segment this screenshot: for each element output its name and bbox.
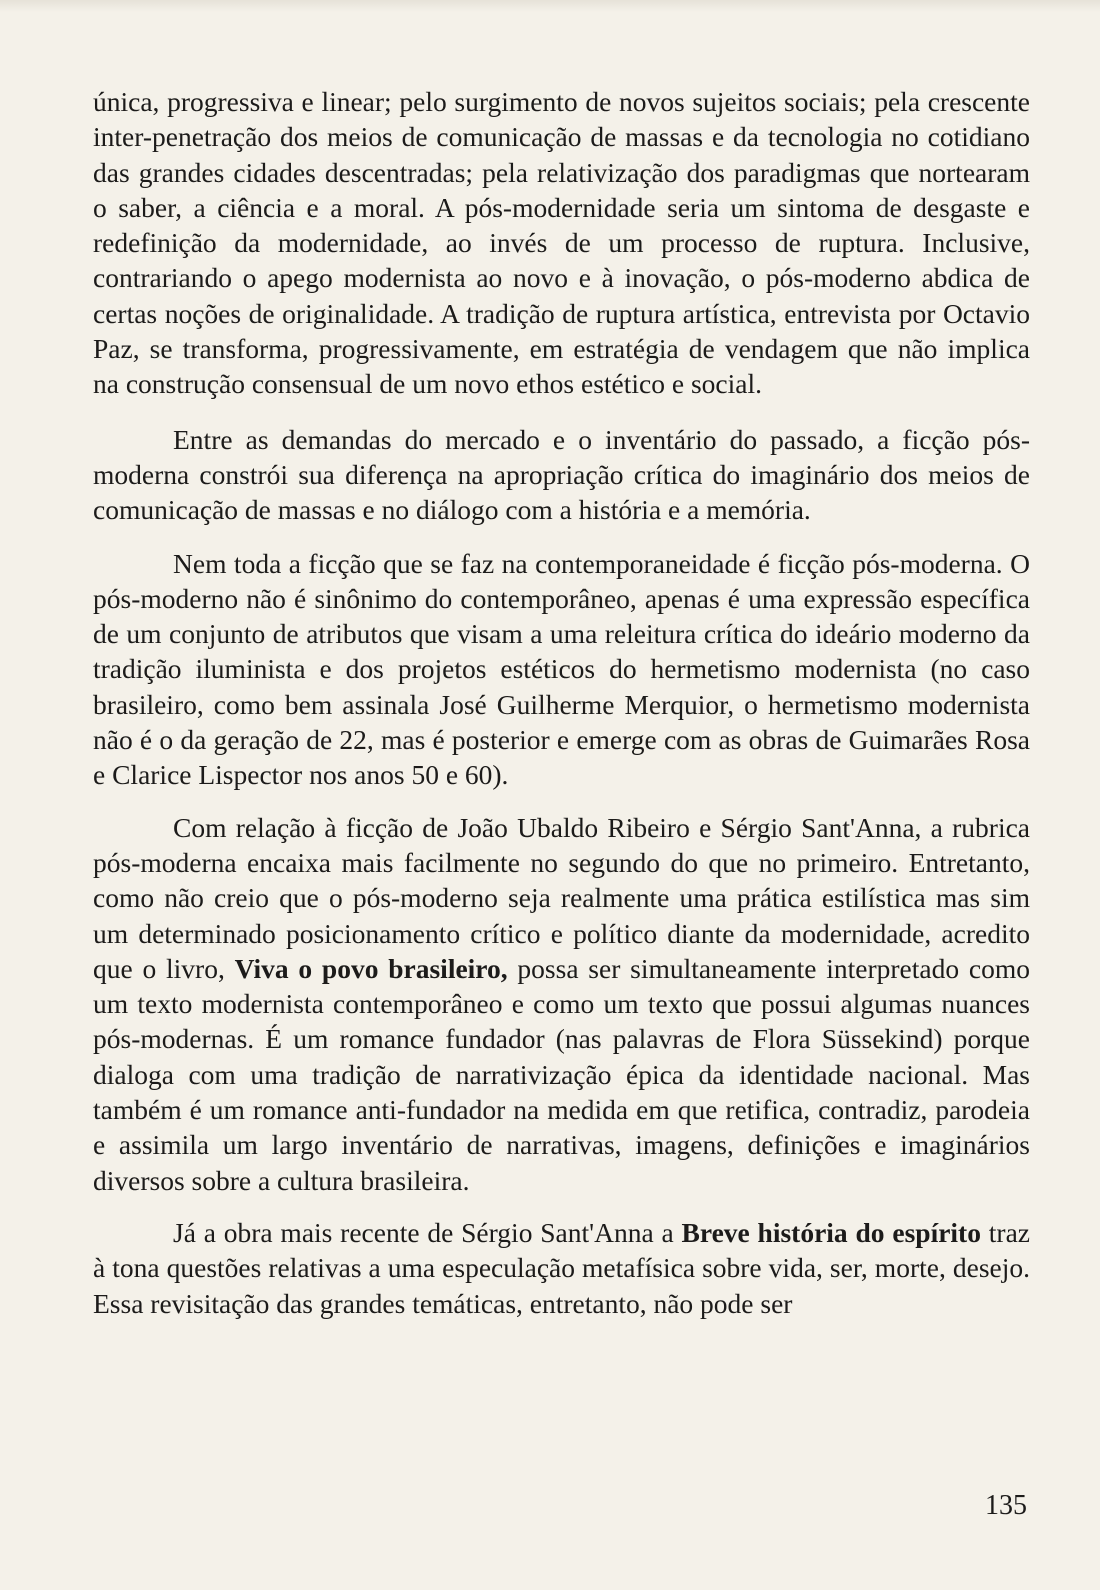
paragraph-5 xyxy=(93,1215,1030,1321)
paragraph-3: Nem toda a ficção que se faz na contemporaneidade é ficção pós-moderna. O pós-moderno não é sinônimo do contemporâneo, apenas é uma expressão específica de um conjunto de atributos que visam a uma releitura crítica do ideário moderno da tradição iluminista e dos projetos estéticos do hermetismo modernista (no caso brasileiro, como bem assinala José Guilherme Merquior, o hermetismo modernista não é o da geração de 22, mas é posterior e emerge com as obras de Guimarães Rosa e Clarice Lispector nos anos 50 e 60). xyxy=(93,547,1030,791)
paragraph-4-text-end: possa ser simultaneamente interpretado como um texto modernista contemporâneo e como um texto que possui algumas nuances pós-modernas. É um romance fundador (nas palavras de Flora Süssekind) porque dialoga com uma tradição de narrativização épica da identidade nacional. Mas também é um romance anti-fundador na medida em que retifica, contradiz, parodeia e assimila um largo inventário de narrativas, imagens, definições e imaginários diversos sobre a cultura brasileira. xyxy=(93,952,1030,1196)
page-top-edge xyxy=(0,0,1100,12)
paragraph-2: Entre as demandas do mercado e o inventário do passado, a ficção pós-moderna constrói sua diferença na apropriação crítica do imaginário dos meios de comunicação de massas e no diálogo com a história e a memória. xyxy=(93,423,1030,526)
paragraph-4 xyxy=(93,810,1030,1198)
paragraph-1: única, progressiva e linear; pelo surgimento de novos sujeitos sociais; pela crescente inter-penetração dos meios de comunicação de massas e da tecnologia no cotidiano das grandes cidades descentradas; pela relativização dos paradigmas que nortearam o saber, a ciência e a moral. A pós-modernidade seria um sintoma de desgaste e redefinição da modernidade, ao invés de um processo de ruptura. Inclusive, contrariando o apego modernista ao novo e à inovação, o pós-moderno abdica de certas noções de originalidade. A tradição de ruptura artística, entrevista por Octavio Paz, se transforma, progressivamente, em estratégia de vendagem que não implica na construção consensual de um novo ethos estético e social. xyxy=(93,86,1030,400)
book-title-viva-o-povo-brasileiro: Viva o povo brasileiro, xyxy=(234,952,508,984)
paragraph-4-text-start: Com relação à ficção de João Ubaldo Ribeiro e Sérgio Sant'Anna, a rubrica pós-moderna encaixa mais facilmente no segundo do que no primeiro. Entretanto, como não creio que o pós-moderno seja realmente uma prática estilística mas sim um determinado posicionamento crítico e político diante da modernidade, acredito que o livro, xyxy=(93,811,1030,984)
body-text xyxy=(93,84,1030,1339)
paragraph-5-text-end: traz à tona questões relativas a uma especulação metafísica sobre vida, ser, morte, desejo. Essa revisitação das grandes temáticas, entretanto, não pode ser xyxy=(93,1216,1030,1319)
paragraph-5-text-start: Já a obra mais recente de Sérgio Sant'Anna a xyxy=(173,1216,682,1248)
book-title-breve-historia-do-espirito: Breve história do espírito xyxy=(681,1216,981,1248)
page-number: 135 xyxy=(985,1490,1027,1521)
